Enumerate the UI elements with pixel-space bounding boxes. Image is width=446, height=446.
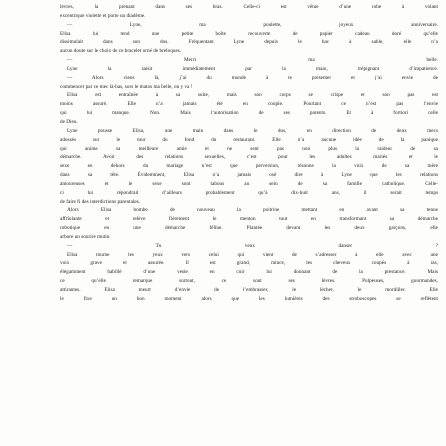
text-line: affriolante et relève fièrement le menton tout en transformant sa démarche: [60, 216, 438, 223]
text-line: Elisa tourne les yeux vers celui qui vient de s’adresser à elle avec une: [67, 251, 438, 258]
text-line: dissimulait dans son dos. Fréquentant Lyne depuis le bac à sable, elle n’a: [60, 39, 438, 46]
text-line: Lyne la saisit immédiatement par la main, trépignant d’impatience.: [67, 65, 438, 72]
text-line: — Tu veux danser ?: [67, 242, 438, 249]
text-line: qui lui manque. Non. Mais l’autorisation de ses parents. Et à fortiori celle: [60, 110, 438, 117]
text-line: amoureuses et le sexe sont tabous au sein de sa famille catholique. Celle-: [60, 180, 438, 187]
text-line: ci lui répondrait d’ailleurs probablement qu’à dix-huit ans, il serait temps: [60, 189, 438, 196]
text-line: excentrique violette et porte un diadème.: [60, 12, 146, 19]
text-line: Lyne pousse Elisa, une main dans le dos, en direction de deux mecs: [67, 127, 438, 134]
text-line: Alors Elisa bombe de nouveau la poitrine mettant en avant sa tenue: [67, 207, 438, 214]
text-line: arbore un sourire mutin.: [60, 233, 111, 240]
text-line: lèvres, la prenant dans ses bras. Celle-ci est vêtue d’une robe à volant: [60, 4, 438, 10]
text-line: — Lyne, ma poulette, joyeux anniversaire.: [67, 21, 438, 28]
text-line: — Alors viens là, j’ai du monde à te présenter et j’ai envie de: [67, 74, 438, 81]
text-line: Elisa est entraînée à sa suite, mais son corps se crispe et son pas est: [67, 92, 438, 99]
text-line: adossés sur le mur du fond du restaurant. Elle n’a aucune idée de la panique: [60, 136, 438, 143]
text-line: — Merci ma belle.: [67, 57, 438, 64]
text-line: élégamment habillé d’une veste en cuir lui donnant de la prestance. Mais: [60, 269, 438, 276]
text-line: commencer par ce mec là-bas, sors le matos ma belle, on y va !: [60, 83, 193, 90]
text-line: voix grave et assurée. Il est grand, mince, les cheveux coupés à ras,: [60, 260, 438, 267]
text-line: dans sa tête. Évidemment, Elisa n’a jamais osé dire à Lyne que les relations: [60, 172, 438, 179]
text-line: attirantes. Elisa meurt d’envie de l’embrasser, le lécher, le mordiller. Elle: [60, 287, 438, 293]
text-line: qui anime sa meilleure amie et ne sent pas non plus la raideur de sa: [60, 145, 438, 152]
text-line: de Dieu.: [60, 118, 78, 125]
text-line: Elisa lui tend une petite boîte recouverte de papier cadeau doré qu’elle: [60, 30, 438, 37]
text-line: ce qu’elle remarque surtout, ce sont ses lèvres. Pulpeuses, gourmandes,: [60, 278, 438, 285]
text-line: aucun doute sur le choix de ce bracelet orné de breloques.: [60, 48, 182, 55]
text-line: le fixe un bon moment alors que les lumières des stroboscopes se reflètent: [60, 295, 438, 302]
text-line: de faire fi des interdictions parentales.: [60, 198, 141, 205]
text-line: robotique en une démarche féline. Plantée devant les deux garçons, elle: [60, 225, 438, 232]
text-line: démarche. Avoir des relations sexuelles, c’est pour les adultes mariés et le: [60, 154, 438, 161]
text-line: sexe en dehors du mariage n’est que perversion, résonne la voix de sa mère: [60, 163, 438, 170]
text-line: moins assuré. Elle n’a jamais été en couple. Pourtant ce n’est pas l’envie: [60, 101, 438, 108]
